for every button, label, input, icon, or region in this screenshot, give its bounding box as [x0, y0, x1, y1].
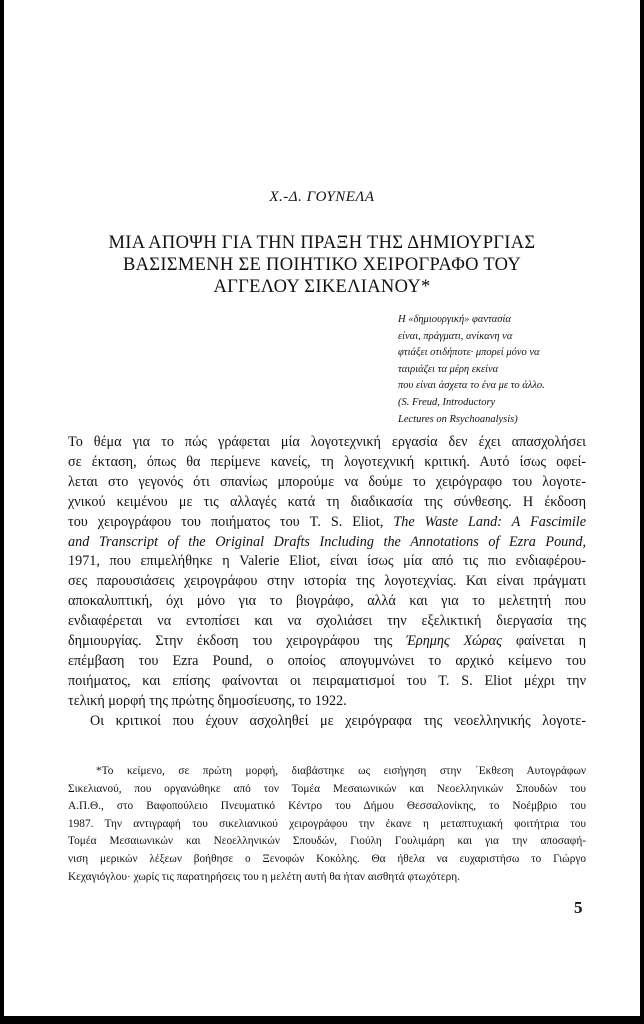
epigraph-line: φτιάξει οτιδήποτε· μπορεί μόνο να [398, 347, 540, 359]
epigraph-line: ταιριάζει τα μέρη εκείνα [398, 363, 499, 375]
footnote-line: νιση μερικών λέξεων βοήθησε ο Ξενοφών Κοκόλης. Θα ήθελα να ευχαριστήσω το Γιώργο [68, 852, 586, 865]
body-text-segment: δημιουργίας. Στην έκδοση του χειρογράφου της [68, 633, 393, 650]
epigraph-line: είναι, πράγματι, ανίκανη να [398, 330, 513, 342]
body-line: and Transcript of the Original Drafts Including the Annotations of Ezra Pound, [68, 533, 586, 550]
epigraph-line: Lectures on Rsychoanalysis) [398, 413, 518, 425]
footnote-line: Κεχαγιόγλου· χωρίς τις παρατηρήσεις του η μελέτη αυτή θα ήταν αισθητά φτωχότερη. [68, 870, 461, 883]
body-text-segment: του χειρογράφου του ποιήματος του T. S. Eliot, [68, 513, 384, 530]
title-line: ΒΑΣΙΣΜΕΝΗ ΣΕ ΠΟΙΗΤΙΚΟ ΧΕΙΡΟΓΡΑΦΟ ΤΟΥ [122, 255, 522, 275]
author-name: Χ.-Δ. ΓΟΥΝΕΛΑ [269, 189, 375, 205]
epigraph-line: (S. Freud, Introductory [398, 396, 496, 408]
footnote-line: Σικελιανού, που οργανώθηκε από τον Τομέα Μεσαιωνικών και Νεοελληνικών Σπουδών του [68, 782, 586, 795]
footnote-line: *Το κείμενο, σε πρώτη μορφή, διαβάστηκε ως εισήγηση στην ΄Εκθεση Αυτογράφων [96, 765, 586, 777]
body-line: ποιήματος, και επίσης φαίνονται οι πειραματισμοί του T. S. Eliot μέχρι την [68, 672, 586, 689]
body-line: 1971, που επιμελήθηκε η Valerie Eliot, είναι ίσως μία από τις πιο ενδιαφέρου- [68, 553, 586, 570]
title-line: ΑΓΓΕΛΟΥ ΣΙΚΕΛΙΑΝΟΥ* [213, 277, 431, 297]
body-line: τελική μορφή της πρώτης δημοσίευσης, το 1922. [68, 692, 347, 709]
body-line: Το θέμα για το πώς γράφεται μία λογοτεχνική εργασία δεν έχει απασχολήσει [68, 434, 586, 450]
poem-title-italic: Έρημης Χώρας [406, 633, 502, 650]
body-line: σε έκταση, όπως θα περίμενε κανείς, τη λογοτεχνική κριτική. Αυτό ίσως οφεί- [68, 453, 586, 470]
body-line: αποκαλυπτική, όχι μόνο για το βιογράφο, αλλά και για το μελετητή που [68, 593, 586, 610]
body-line: σες παρουσιάσεις χειρογράφου στην ιστορία της λογοτεχνίας. Και είναι πράγματι [68, 573, 586, 590]
body-line: λεται στο γεγονός ότι σπανίως μπορούμε να δούμε το χειρόγραφο του λογοτε- [68, 473, 586, 490]
epigraph-line: που είναι άσχετα το ένα με το άλλο. [398, 380, 545, 392]
title-line: ΜΙΑ ΑΠΟΨΗ ΓΙΑ ΤΗΝ ΠΡΑΞΗ ΤΗΣ ΔΗΜΙΟΥΡΓΙΑΣ [108, 233, 536, 253]
body-line: ενδιαφέρεται να εντοπίσει και να σχολιάσει την εξελικτική διεργασία της [68, 613, 586, 630]
scan-edge-bottom [0, 1016, 644, 1024]
body-line: Οι κριτικοί που έχουν ασχοληθεί με χειρόγραφα της νεοελληνικής λογοτε- [90, 712, 586, 729]
body-line [68, 632, 586, 652]
page-number: 5 [574, 898, 583, 917]
body-text-segment: φαίνεται η [515, 633, 586, 650]
scan-edge-right [640, 0, 644, 1024]
footnote [68, 763, 586, 886]
body-text [68, 433, 586, 732]
epigraph [398, 312, 628, 428]
scan-edge-left [0, 0, 4, 1024]
footnote-line: 1987. Την αντιγραφή του σικελιανικού χειρογράφου την έκανε η μεταπτυχιακή φοιτήτρια του [68, 817, 586, 830]
footnote-line: Α.Π.Θ., στο Βαφοπούλειο Πνευματικό Κέντρο του Δήμου Θεσσαλονίκης, το Νοέμβριο του [68, 800, 586, 813]
epigraph-line: Η «δημιουργική» φαντασία [398, 314, 511, 325]
footnote-line: Τομέα Μεσαιωνικών και Νεοελληνικών Σπουδών, Γιούλη Γουλιμάρη και για την αποσαφή- [68, 835, 586, 848]
article-title [60, 232, 584, 298]
body-line: χνικού κειμένου με τις αλλαγές κατά τη διαδικασία της σύνθεσης. Η έκδοση [68, 493, 586, 510]
body-line [68, 513, 586, 533]
book-title-italic: The Waste Land: A Fascimile [393, 513, 587, 530]
body-line: επέμβαση του Ezra Pound, ο οποίος απογυμνώνει το αρχικό κείμενο του [68, 652, 586, 669]
